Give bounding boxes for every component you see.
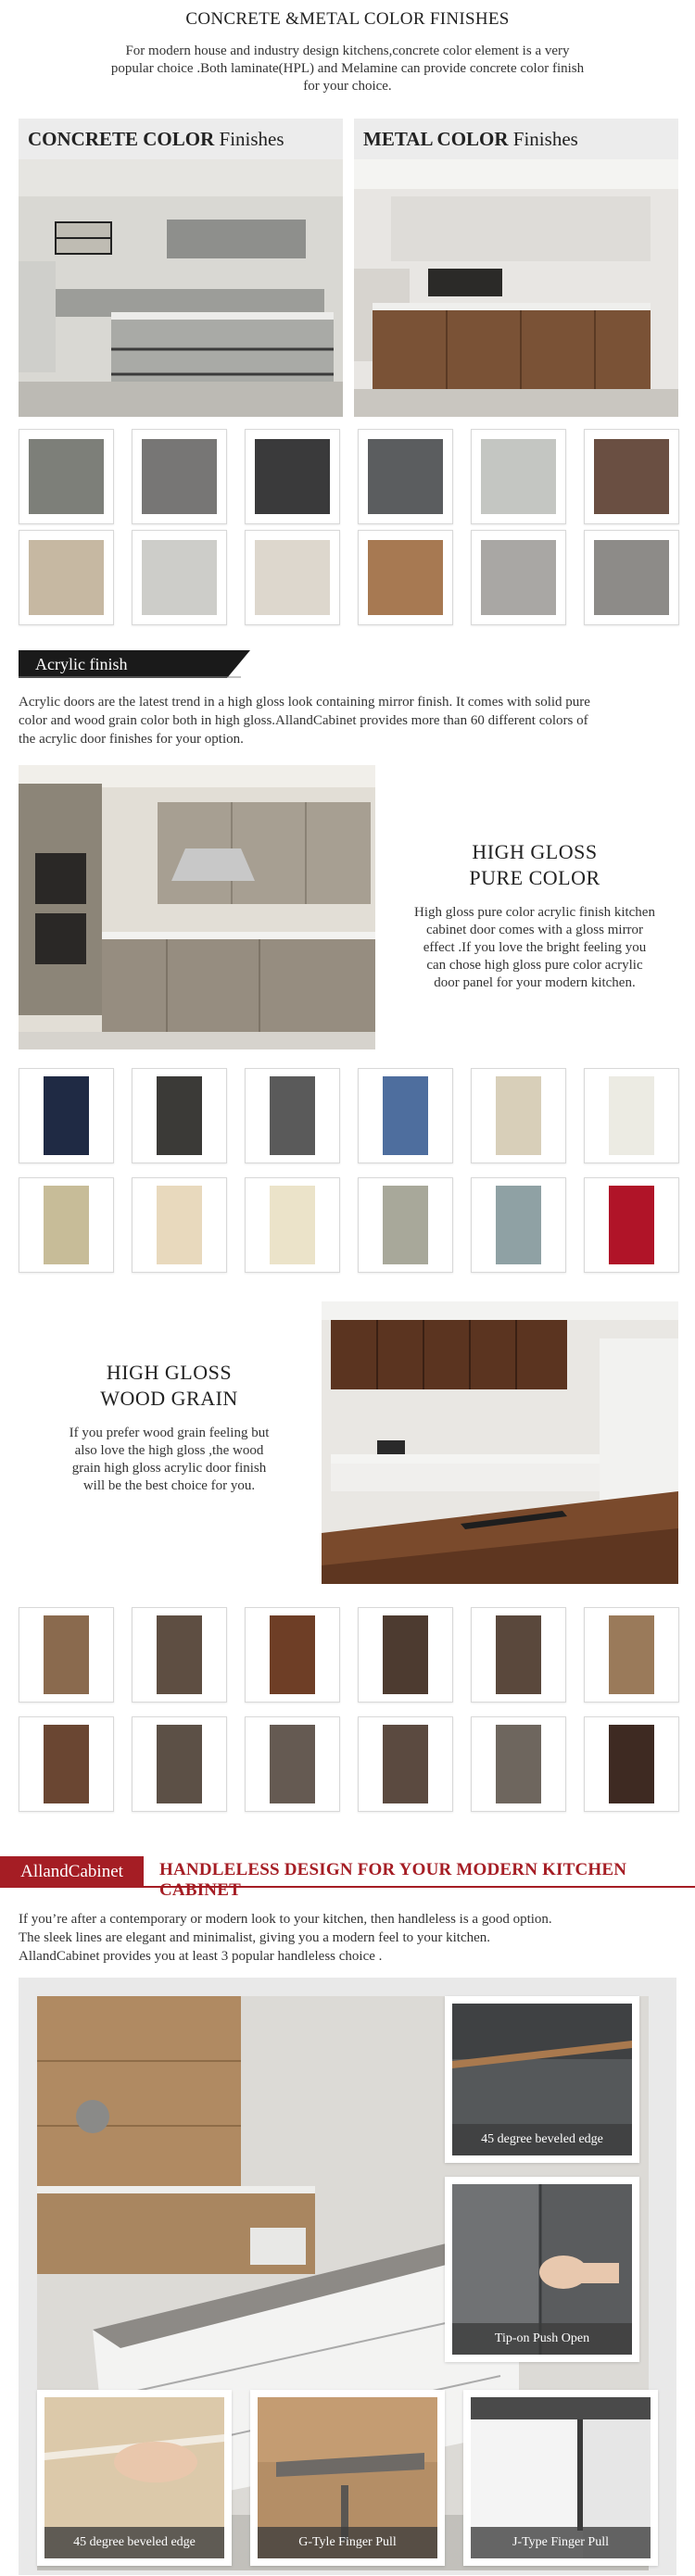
pure-color-title-line-1: HIGH GLOSS	[472, 840, 598, 863]
concrete-swatch[interactable]	[245, 429, 340, 524]
metal-swatch[interactable]	[584, 429, 679, 524]
handleless-title: HANDLELESS DESIGN FOR YOUR MODERN KITCHEN CABINET	[159, 1860, 627, 1900]
wood-grain-door-swatch[interactable]	[132, 1607, 227, 1703]
pure-desc-line-5: door panel for your modern kitchen.	[434, 975, 636, 990]
handle-option-image	[452, 2004, 632, 2155]
wood-grain-door-swatch[interactable]	[245, 1716, 340, 1812]
concrete-panel-title-bold: CONCRETE COLOR	[28, 128, 215, 150]
handle-option-caption: J-Type Finger Pull	[471, 2527, 651, 2558]
metal-panel-header	[354, 119, 678, 159]
pure-color-door-swatch[interactable]	[471, 1177, 566, 1273]
intro-line-3: for your choice.	[303, 79, 392, 94]
wood-grain-door-swatch[interactable]	[358, 1716, 453, 1812]
door-fill	[157, 1076, 202, 1155]
door-fill	[44, 1186, 89, 1264]
metal-panel-title-bold: METAL COLOR	[363, 128, 509, 150]
wood-desc-line-4: will be the best choice for you.	[82, 1478, 256, 1493]
concrete-swatch[interactable]	[132, 429, 227, 524]
metal-kitchen-photo	[354, 159, 678, 417]
pure-color-door-swatch[interactable]	[19, 1068, 114, 1163]
wood-desc-line-1: If you prefer wood grain feeling but	[69, 1426, 270, 1440]
metal-swatch[interactable]	[471, 429, 566, 524]
wood-desc-line-3: grain high gloss acrylic door finish	[71, 1461, 267, 1476]
wood-grain-door-swatch[interactable]	[471, 1716, 566, 1812]
door-fill	[609, 1725, 654, 1803]
acrylic-intro-text	[19, 693, 678, 748]
handleless-intro-text	[19, 1910, 686, 1966]
wood-grain-title-line-1: HIGH GLOSS	[106, 1361, 233, 1384]
acrylic-line-3: the acrylic door finishes for your option.	[19, 732, 244, 747]
wood-desc-line-2: also love the high gloss ,the wood	[74, 1443, 264, 1458]
door-fill	[496, 1615, 541, 1694]
door-fill	[157, 1186, 202, 1264]
swatch-fill	[29, 439, 104, 514]
pure-color-door-swatch[interactable]	[19, 1177, 114, 1273]
door-fill	[383, 1725, 428, 1803]
handle-option-card[interactable]	[37, 2390, 232, 2566]
acrylic-line-1: Acrylic doors are the latest trend in a high gloss look containing mirror finish. It comes with solid pure	[19, 695, 590, 710]
door-fill	[44, 1615, 89, 1694]
concrete-panel-header	[19, 119, 343, 159]
pure-color-door-swatch[interactable]	[132, 1068, 227, 1163]
door-fill	[496, 1186, 541, 1264]
acrylic-banner-label: Acrylic finish	[35, 655, 128, 673]
handle-option-image	[44, 2397, 224, 2558]
door-fill	[496, 1725, 541, 1803]
acrylic-line-2: color and wood grain color both in high gloss.AllandCabinet provides more than 60 different colors of	[19, 713, 588, 728]
handle-option-caption: 45 degree beveled edge	[452, 2124, 632, 2155]
wood-grain-description	[19, 1425, 320, 1495]
intro-line-2: popular choice .Both laminate(HPL) and Melamine can provide concrete color finish	[110, 61, 585, 76]
metal-panel-title-light: Finishes	[508, 128, 578, 150]
wood-grain-door-swatch[interactable]	[132, 1716, 227, 1812]
metal-swatch[interactable]	[358, 429, 453, 524]
swatch-fill	[255, 540, 330, 615]
handle-option-image	[452, 2184, 632, 2355]
pure-desc-line-4: can chose high gloss pure color acrylic	[426, 958, 643, 973]
door-fill	[383, 1076, 428, 1155]
door-fill	[270, 1615, 315, 1694]
concrete-kitchen-photo	[19, 159, 343, 417]
handle-option-card[interactable]	[250, 2390, 445, 2566]
pure-desc-line-2: cabinet door comes with a gloss mirror	[425, 923, 644, 937]
pure-color-title	[382, 839, 688, 891]
swatch-fill	[368, 540, 443, 615]
door-fill	[157, 1725, 202, 1803]
pure-color-door-swatch[interactable]	[471, 1068, 566, 1163]
wood-grain-door-swatch[interactable]	[584, 1607, 679, 1703]
concrete-swatch[interactable]	[19, 429, 114, 524]
handle-option-card[interactable]	[445, 1996, 639, 2163]
door-fill	[270, 1186, 315, 1264]
swatch-fill	[255, 439, 330, 514]
door-fill	[270, 1076, 315, 1155]
concrete-panel-title-light: Finishes	[214, 128, 284, 150]
pure-color-description	[382, 904, 688, 992]
door-fill	[496, 1076, 541, 1155]
wood-grain-door-swatch[interactable]	[19, 1607, 114, 1703]
door-fill	[383, 1615, 428, 1694]
section-title-concrete-metal: CONCRETE &METAL COLOR FINISHES	[185, 9, 510, 29]
pure-desc-line-1: High gloss pure color acrylic finish kitchen	[414, 905, 655, 920]
swatch-fill	[368, 439, 443, 514]
concrete-swatch[interactable]	[19, 530, 114, 625]
wood-grain-door-swatch[interactable]	[245, 1607, 340, 1703]
wood-grain-door-swatch[interactable]	[358, 1607, 453, 1703]
handle-option-caption: Tip-on Push Open	[452, 2323, 632, 2355]
door-fill	[609, 1186, 654, 1264]
concrete-swatch[interactable]	[132, 530, 227, 625]
pure-color-door-swatch[interactable]	[584, 1068, 679, 1163]
handle-option-card[interactable]	[445, 2177, 639, 2362]
brand-tag: AllandCabinet	[0, 1856, 144, 1888]
metal-swatch[interactable]	[584, 530, 679, 625]
door-fill	[609, 1615, 654, 1694]
pure-color-door-swatch[interactable]	[245, 1177, 340, 1273]
handleless-line-1: If you’re after a contemporary or modern look to your kitchen, then handleless is a good option.	[19, 1912, 552, 1927]
concrete-intro-text	[56, 43, 639, 95]
swatch-fill	[481, 439, 556, 514]
wood-grain-title	[19, 1360, 320, 1412]
door-fill	[270, 1725, 315, 1803]
handleless-line-3: AllandCabinet provides you at least 3 popular handleless choice .	[19, 1949, 383, 1964]
swatch-fill	[142, 439, 217, 514]
wood-grain-door-swatch[interactable]	[19, 1716, 114, 1812]
handleless-line-2: The sleek lines are elegant and minimalist, giving you a modern feel to your kitchen.	[19, 1930, 491, 1945]
pure-color-door-swatch[interactable]	[584, 1177, 679, 1273]
wood-grain-title-line-2: WOOD GRAIN	[100, 1387, 238, 1410]
door-fill	[383, 1186, 428, 1264]
handle-option-caption: G-Tyle Finger Pull	[258, 2527, 437, 2558]
high-gloss-wood-kitchen-photo	[322, 1301, 678, 1584]
door-fill	[609, 1076, 654, 1155]
handle-option-caption: 45 degree beveled edge	[44, 2527, 224, 2558]
door-fill	[157, 1615, 202, 1694]
swatch-fill	[594, 540, 669, 615]
metal-swatch[interactable]	[358, 530, 453, 625]
pure-color-door-swatch[interactable]	[358, 1068, 453, 1163]
pure-color-door-swatch[interactable]	[358, 1177, 453, 1273]
pure-color-title-line-2: PURE COLOR	[469, 866, 600, 889]
metal-swatch[interactable]	[471, 530, 566, 625]
concrete-swatch[interactable]	[245, 530, 340, 625]
high-gloss-pure-kitchen-photo	[19, 765, 375, 1049]
handle-option-card[interactable]	[463, 2390, 658, 2566]
door-fill	[44, 1725, 89, 1803]
wood-grain-door-swatch[interactable]	[584, 1716, 679, 1812]
swatch-fill	[142, 540, 217, 615]
swatch-fill	[481, 540, 556, 615]
intro-line-1: For modern house and industry design kitchens,concrete color element is a very	[125, 44, 570, 58]
door-fill	[44, 1076, 89, 1155]
handle-option-image	[471, 2397, 651, 2558]
pure-color-door-swatch[interactable]	[132, 1177, 227, 1273]
pure-color-door-swatch[interactable]	[245, 1068, 340, 1163]
swatch-fill	[29, 540, 104, 615]
handleless-showcase	[19, 1978, 676, 2575]
handle-option-image	[258, 2397, 437, 2558]
pure-desc-line-3: effect .If you love the bright feeling you	[423, 940, 647, 955]
wood-grain-door-swatch[interactable]	[471, 1607, 566, 1703]
swatch-fill	[594, 439, 669, 514]
